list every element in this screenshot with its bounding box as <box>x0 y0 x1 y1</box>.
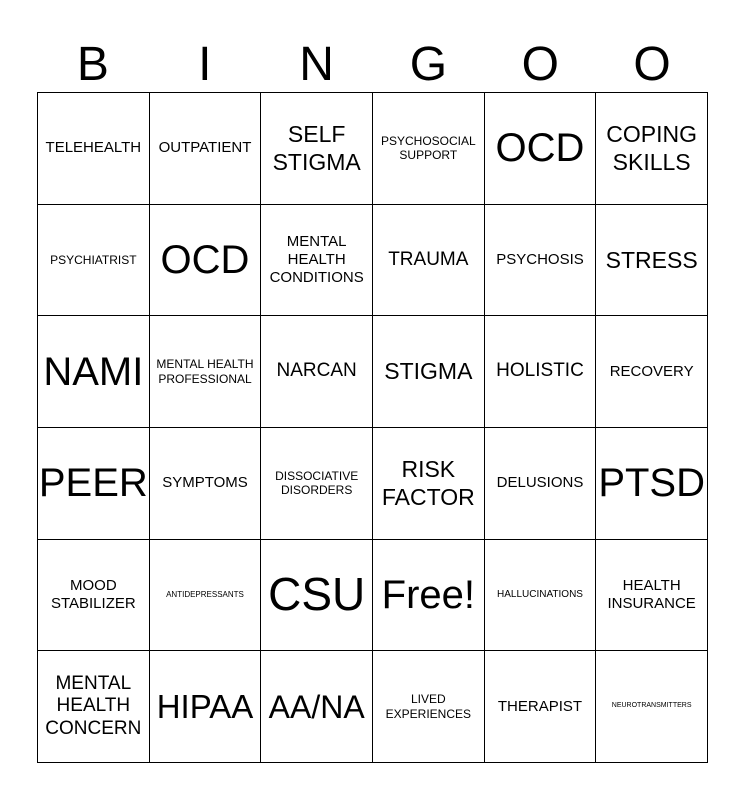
bingo-cell[interactable]: PEER <box>38 428 150 540</box>
bingo-cell[interactable]: HOLISTIC <box>485 316 597 428</box>
bingo-cell[interactable]: DELUSIONS <box>485 428 597 540</box>
bingo-cell[interactable]: SYMPTOMS <box>150 428 262 540</box>
bingo-cell[interactable]: DISSOCIATIVE DISORDERS <box>261 428 373 540</box>
header-letter-g: G <box>409 38 448 91</box>
bingo-cell[interactable]: NAMI <box>38 316 150 428</box>
bingo-cell[interactable]: HEALTH INSURANCE <box>596 540 708 652</box>
bingo-cell[interactable]: STIGMA <box>373 316 485 428</box>
bingo-cell[interactable]: AA/NA <box>261 651 373 763</box>
header-letter-i: I <box>198 38 212 91</box>
bingo-cell[interactable]: TRAUMA <box>373 205 485 317</box>
bingo-cell[interactable]: OCD <box>150 205 262 317</box>
bingo-cell[interactable]: THERAPIST <box>485 651 597 763</box>
bingo-cell[interactable]: PTSD <box>596 428 708 540</box>
bingo-cell[interactable]: MENTAL HEALTH CONDITIONS <box>261 205 373 317</box>
bingo-cell[interactable]: MOOD STABILIZER <box>38 540 150 652</box>
bingo-cell[interactable]: MENTAL HEALTH CONCERN <box>38 651 150 763</box>
free-space-cell[interactable]: Free! <box>373 540 485 652</box>
bingo-cell[interactable]: PSYCHOSIS <box>485 205 597 317</box>
bingo-header <box>37 38 708 92</box>
bingo-cell[interactable]: ANTIDEPRESSANTS <box>150 540 262 652</box>
bingo-card-grid <box>37 92 708 763</box>
header-letter-o-2: O <box>633 38 671 91</box>
bingo-cell[interactable]: LIVED EXPERIENCES <box>373 651 485 763</box>
header-letter-o: O <box>521 38 559 91</box>
bingo-cell[interactable]: SELF STIGMA <box>261 93 373 205</box>
bingo-cell[interactable]: CSU <box>261 540 373 652</box>
bingo-cell[interactable]: NEUROTRANSMITTERS <box>596 651 708 763</box>
bingo-cell[interactable]: RECOVERY <box>596 316 708 428</box>
bingo-cell[interactable]: OCD <box>485 93 597 205</box>
bingo-cell[interactable]: PSYCHOSOCIAL SUPPORT <box>373 93 485 205</box>
bingo-cell[interactable]: COPING SKILLS <box>596 93 708 205</box>
header-letter-b: B <box>76 38 109 91</box>
bingo-cell[interactable]: HALLUCINATIONS <box>485 540 597 652</box>
bingo-cell[interactable]: HIPAA <box>150 651 262 763</box>
bingo-cell[interactable]: RISK FACTOR <box>373 428 485 540</box>
bingo-cell[interactable]: TELEHEALTH <box>38 93 150 205</box>
bingo-cell[interactable]: NARCAN <box>261 316 373 428</box>
bingo-cell[interactable]: STRESS <box>596 205 708 317</box>
bingo-cell[interactable]: PSYCHIATRIST <box>38 205 150 317</box>
header-letter-n: N <box>299 38 334 91</box>
bingo-cell[interactable]: MENTAL HEALTH PROFESSIONAL <box>150 316 262 428</box>
bingo-cell[interactable]: OUTPATIENT <box>150 93 262 205</box>
